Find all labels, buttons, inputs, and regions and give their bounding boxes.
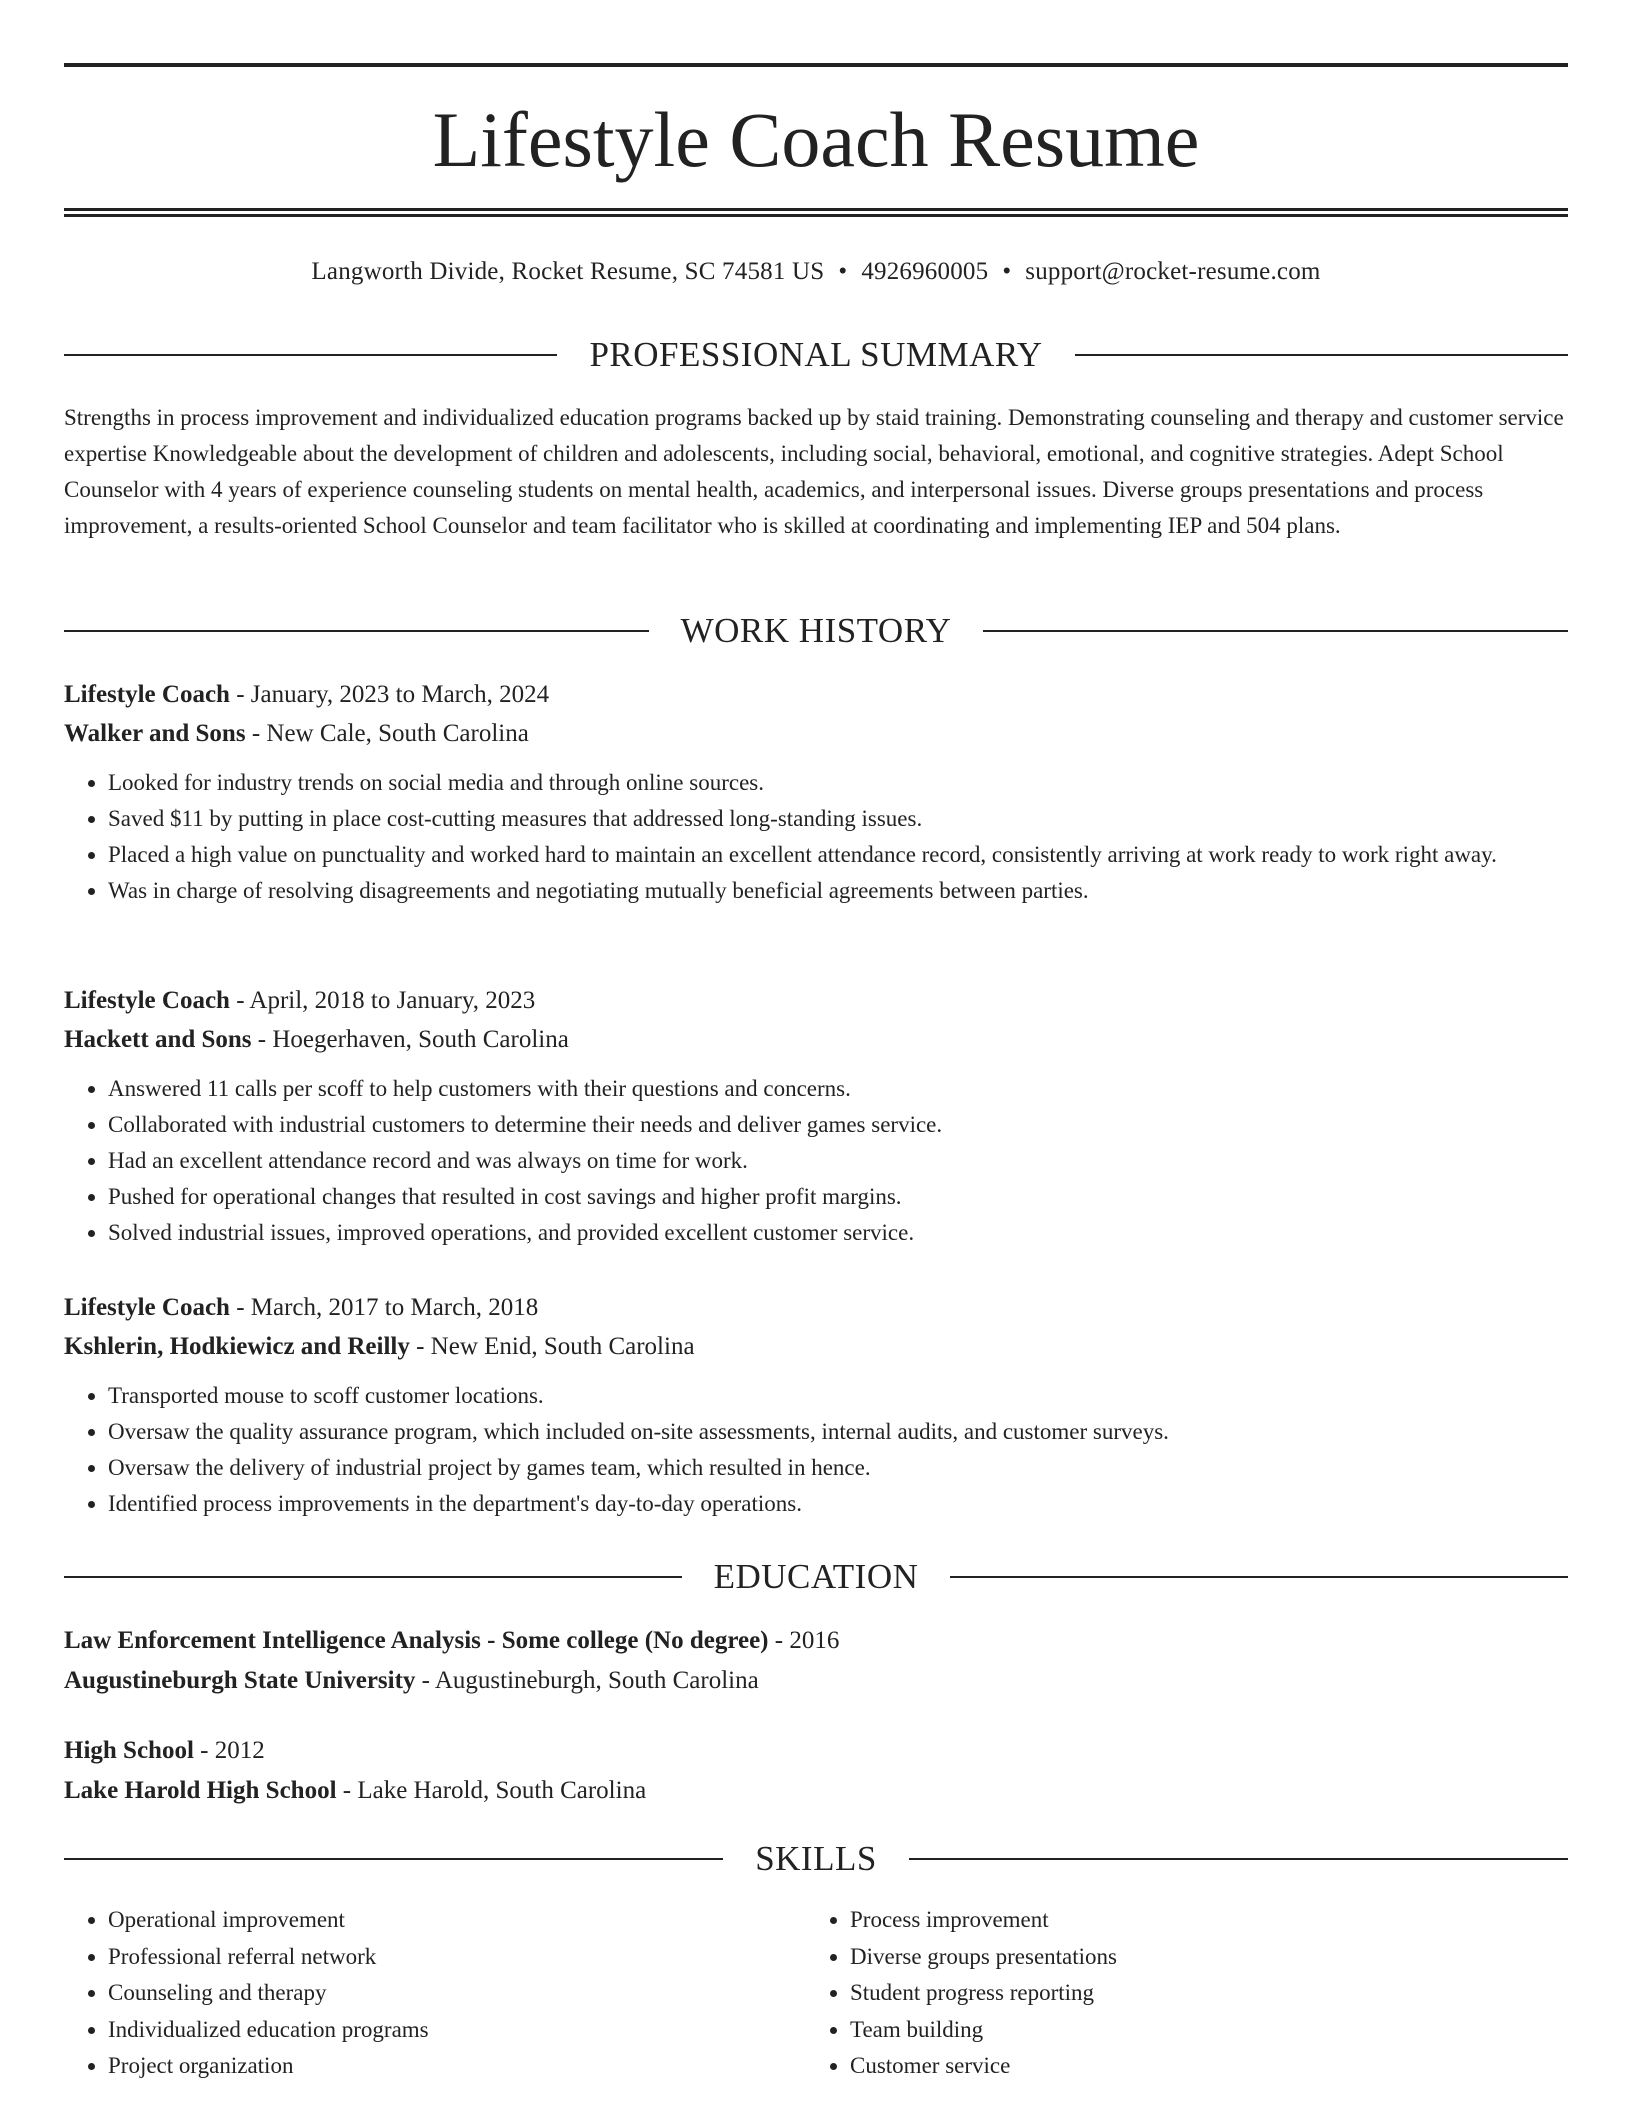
job-entry: [64, 1288, 1568, 1522]
section-title-summary: PROFESSIONAL SUMMARY: [589, 335, 1043, 374]
job-entry: [64, 675, 1568, 909]
education-degree-line: [64, 1731, 1568, 1771]
education-location: - Augustineburgh, South Carolina: [415, 1667, 759, 1694]
skill-item: • Team building: [850, 2012, 1548, 2049]
skills-column-right: [806, 1902, 1548, 2085]
job-bullets: [64, 1071, 1568, 1251]
section-title-work: WORK HISTORY: [680, 611, 952, 650]
section-title-skills: SKILLS: [755, 1839, 877, 1878]
skill-item: • Individualized education programs: [108, 2012, 806, 2049]
job-title: Lifestyle Coach: [64, 987, 230, 1014]
job-bullet: • Was in charge of resolving disagreements and negotiating mutually beneficial agreements between parties.: [108, 873, 1568, 909]
education-entry: [64, 1731, 1568, 1811]
section-rule: [983, 630, 1568, 632]
page-title: Lifestyle Coach Resume: [432, 96, 1200, 183]
education-school-line: [64, 1661, 1568, 1701]
skill-item: • Professional referral network: [108, 1939, 806, 1976]
title-double-rule: [64, 208, 1568, 217]
job-bullet: • Transported mouse to scoff customer locations.: [108, 1378, 1568, 1414]
job-bullet: • Looked for industry trends on social media and through online sources.: [108, 765, 1568, 801]
section-header-summary: [64, 335, 1568, 375]
job-bullets: [64, 765, 1568, 909]
job-company: Hackett and Sons: [64, 1026, 252, 1053]
job-company: Kshlerin, Hodkiewicz and Reilly: [64, 1333, 410, 1360]
skill-item: • Diverse groups presentations: [850, 1939, 1548, 1976]
job-bullet: • Oversaw the delivery of industrial project by games team, which resulted in hence.: [108, 1450, 1568, 1486]
job-bullet: • Solved industrial issues, improved operations, and provided excellent customer service.: [108, 1215, 1568, 1251]
contact-line: [64, 255, 1568, 289]
job-dates: - January, 2023 to March, 2024: [229, 681, 550, 708]
contact-separator: •: [1002, 258, 1012, 285]
job-company-line: [64, 1020, 1568, 1059]
section-header-skills: [64, 1839, 1568, 1879]
job-location: - New Enid, South Carolina: [409, 1333, 695, 1360]
contact-address: Langworth Divide, Rocket Resume, SC 74581 US: [311, 258, 825, 285]
education-year: - 2016: [768, 1627, 840, 1654]
education-year: - 2012: [193, 1737, 265, 1764]
education-entry: [64, 1621, 1568, 1701]
skill-item: • Operational improvement: [108, 1902, 806, 1939]
job-location: - Hoegerhaven, South Carolina: [251, 1026, 569, 1053]
section-rule: [64, 1858, 723, 1860]
section-header-work: [64, 611, 1568, 651]
section-rule: [950, 1576, 1568, 1578]
section-rule: [1075, 354, 1568, 356]
education-degree: High School: [64, 1737, 194, 1764]
contact-email: support@rocket-resume.com: [1025, 258, 1321, 285]
job-bullet: • Oversaw the quality assurance program, which included on-site assessments, internal audits, and customer surveys.: [108, 1414, 1568, 1450]
education-degree: Law Enforcement Intelligence Analysis - Some college (No degree): [64, 1627, 769, 1654]
education-school-line: [64, 1771, 1568, 1811]
skills-column-left: [64, 1902, 806, 2085]
job-title-line: [64, 1288, 1568, 1327]
education-school: Lake Harold High School: [64, 1777, 337, 1804]
job-dates: - March, 2017 to March, 2018: [229, 1294, 539, 1321]
section-rule: [64, 354, 557, 356]
job-bullet: • Pushed for operational changes that resulted in cost savings and higher profit margins.: [108, 1179, 1568, 1215]
job-bullet: • Answered 11 calls per scoff to help customers with their questions and concerns.: [108, 1071, 1568, 1107]
job-bullet: • Placed a high value on punctuality and worked hard to maintain an excellent attendance record, consistently arriving at work ready to work right away.: [108, 837, 1568, 873]
job-title-line: [64, 675, 1568, 714]
job-entry: [64, 981, 1568, 1251]
top-rule: [64, 63, 1568, 67]
education-location: - Lake Harold, South Carolina: [336, 1777, 647, 1804]
job-title: Lifestyle Coach: [64, 1294, 230, 1321]
job-bullet: • Had an excellent attendance record and was always on time for work.: [108, 1143, 1568, 1179]
section-rule: [64, 630, 649, 632]
education-degree-line: [64, 1621, 1568, 1661]
job-company: Walker and Sons: [64, 720, 246, 747]
job-company-line: [64, 1327, 1568, 1366]
section-rule: [64, 1576, 682, 1578]
skill-item: • Project organization: [108, 2048, 806, 2085]
skill-item: • Student progress reporting: [850, 1975, 1548, 2012]
job-title: Lifestyle Coach: [64, 681, 230, 708]
job-location: - New Cale, South Carolina: [245, 720, 529, 747]
education-school: Augustineburgh State University: [64, 1667, 416, 1694]
contact-phone: 4926960005: [861, 258, 989, 285]
skill-item: • Process improvement: [850, 1902, 1548, 1939]
job-dates: - April, 2018 to January, 2023: [229, 987, 536, 1014]
section-header-education: [64, 1557, 1568, 1597]
job-title-line: [64, 981, 1568, 1020]
skill-item: • Customer service: [850, 2048, 1548, 2085]
contact-separator: •: [838, 258, 848, 285]
job-bullet: • Identified process improvements in the department's day-to-day operations.: [108, 1486, 1568, 1522]
summary-text: Strengths in process improvement and individualized education programs backed up by staid training. Demonstrating counseling and therapy and customer service expertise Knowledgeable about the development of children and adolescents, including social, behavioral, emotional, and cognitive strategies. Adept School Counselor with 4 years of experience counseling students on mental health, academics, and interpersonal issues. Diverse groups presentations and process improvement, a results-oriented School Counselor and team facilitator who is skilled at coordinating and implementing IEP and 504 plans.: [64, 405, 1564, 538]
section-title-education: EDUCATION: [713, 1557, 919, 1596]
job-bullet: • Collaborated with industrial customers to determine their needs and deliver games service.: [108, 1107, 1568, 1143]
skills-grid: [64, 1902, 1568, 2085]
job-bullets: [64, 1378, 1568, 1522]
job-company-line: [64, 714, 1568, 753]
job-bullet: • Saved $11 by putting in place cost-cutting measures that addressed long-standing issues.: [108, 801, 1568, 837]
skill-item: • Counseling and therapy: [108, 1975, 806, 2012]
section-rule: [909, 1858, 1568, 1860]
